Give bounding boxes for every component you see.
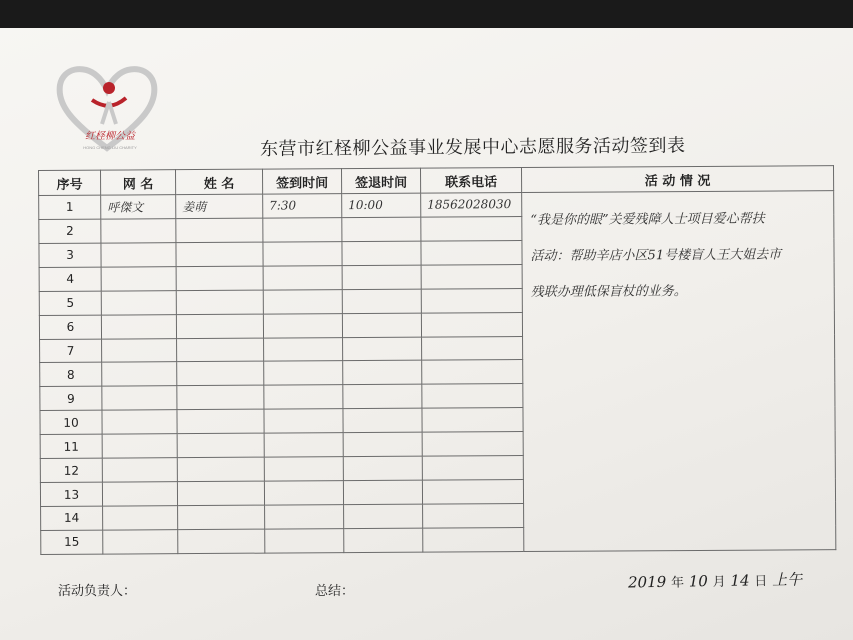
checkin-cell [264, 481, 343, 505]
checkout-cell [342, 289, 421, 313]
nickname-cell: 呼傑文 [101, 195, 176, 219]
leader-label: 活动负责人： [58, 584, 137, 599]
nickname-cell [103, 530, 178, 555]
header-phone: 联系电话 [420, 168, 521, 194]
nickname-cell [102, 458, 177, 482]
name-cell [178, 505, 265, 529]
header-checkout-time: 签退时间 [341, 168, 420, 193]
nickname-cell [102, 482, 177, 506]
header-activity: 活 动 情 况 [521, 166, 833, 193]
checkout-cell [342, 241, 421, 265]
table-row [39, 191, 834, 220]
name-cell [177, 409, 264, 433]
row-number: 14 [41, 506, 103, 530]
signin-table [38, 165, 836, 555]
checkin-cell [263, 289, 342, 313]
nickname-cell [101, 266, 176, 290]
row-number: 3 [39, 243, 101, 267]
name-cell [177, 338, 264, 362]
checkout-cell [343, 432, 422, 456]
row-number: 15 [41, 530, 103, 554]
checkout-cell [343, 408, 422, 432]
row-number: 4 [39, 267, 101, 291]
name-cell [176, 290, 263, 314]
date-year-char: 年 [670, 575, 685, 591]
row-number: 5 [39, 291, 101, 315]
date-day-char: 日 [754, 574, 768, 590]
checkin-cell [264, 409, 343, 433]
header-index: 序号 [39, 170, 101, 195]
checkout-cell [342, 217, 421, 241]
phone-cell [421, 240, 522, 265]
name-cell [177, 362, 264, 386]
name-cell [177, 433, 264, 457]
phone-cell [422, 456, 523, 481]
date-month: 10 [688, 572, 709, 591]
activity-line: 活动：帮助辛店小区51号楼盲人王大姐去市 [530, 247, 782, 264]
checkout-cell [344, 528, 423, 553]
name-cell [177, 385, 264, 409]
checkin-cell [263, 313, 342, 337]
row-number: 11 [40, 434, 102, 458]
name-cell [176, 242, 263, 266]
nickname-cell [102, 410, 177, 434]
checkin-cell: 7:30 [263, 194, 342, 218]
checkin-cell [265, 505, 344, 529]
phone-cell [422, 360, 523, 385]
checkout-cell [342, 313, 421, 337]
phone-cell [421, 288, 522, 313]
checkin-cell [263, 265, 342, 289]
page-title: 东营市红柽柳公益事业发展中心志愿服务活动签到表 [259, 135, 686, 160]
phone-cell: 18562028030 [421, 193, 522, 218]
row-number: 2 [39, 219, 101, 243]
photo-dark-edge [0, 0, 853, 28]
checkout-cell [343, 456, 422, 480]
name-cell: 姜萌 [176, 194, 263, 218]
checkout-cell: 10:00 [342, 193, 421, 217]
nickname-cell [101, 219, 176, 243]
nickname-cell [101, 314, 176, 338]
row-number: 7 [40, 339, 102, 363]
activity-description-cell [522, 191, 836, 552]
checkin-cell [264, 433, 343, 457]
name-cell [177, 481, 264, 505]
name-cell [177, 457, 264, 481]
checkout-cell [343, 480, 422, 504]
checkin-cell [265, 529, 344, 554]
date-period: 上午 [771, 570, 803, 590]
row-number: 6 [39, 315, 101, 339]
phone-cell [421, 216, 522, 241]
nickname-cell [102, 338, 177, 362]
checkin-cell [264, 385, 343, 409]
checkin-cell [263, 218, 342, 242]
nickname-cell [103, 506, 178, 530]
row-number: 13 [40, 482, 102, 506]
handwritten-date [628, 568, 802, 592]
checkout-cell [342, 265, 421, 289]
name-cell [178, 529, 265, 554]
phone-cell [422, 480, 523, 505]
header-nickname: 网 名 [101, 170, 176, 195]
name-cell [176, 266, 263, 290]
phone-cell [421, 264, 522, 289]
name-cell [176, 218, 263, 242]
nickname-cell [102, 434, 177, 458]
row-number: 8 [40, 363, 102, 387]
header-name: 姓 名 [176, 169, 263, 195]
nickname-cell [101, 290, 176, 314]
phone-cell [423, 504, 524, 529]
activity-description [530, 201, 816, 311]
checkin-cell [264, 337, 343, 361]
activity-line: “我是你的眼”关爱残障人士项目爱心帮扶 [530, 211, 765, 228]
nickname-cell [101, 243, 176, 267]
checkin-cell [264, 457, 343, 481]
header-checkin-time: 签到时间 [262, 169, 341, 194]
phone-cell [422, 408, 523, 433]
organization-logo [52, 60, 162, 155]
phone-cell [422, 384, 523, 409]
row-number: 9 [40, 386, 102, 410]
phone-cell [422, 432, 523, 457]
svg-text:红柽柳公益: 红柽柳公益 [85, 131, 135, 142]
date-year: 2019 [627, 572, 667, 592]
date-day: 14 [730, 571, 750, 590]
row-number: 1 [39, 195, 101, 219]
checkin-cell [264, 361, 343, 385]
date-month-char: 月 [712, 574, 726, 591]
svg-text:HONG CHENG LIU CHARITY: HONG CHENG LIU CHARITY [83, 145, 137, 150]
checkout-cell [343, 385, 422, 409]
phone-cell [421, 312, 522, 337]
row-number: 12 [40, 458, 102, 482]
activity-line: 残联办理低保盲杖的业务。 [530, 284, 687, 300]
checkin-cell [263, 241, 342, 265]
checkout-cell [343, 361, 422, 385]
summary-label: 总结： [315, 584, 355, 599]
nickname-cell [102, 386, 177, 410]
phone-cell [423, 527, 524, 552]
nickname-cell [102, 362, 177, 386]
signin-table-wrapper [38, 165, 835, 555]
row-number: 10 [40, 410, 102, 434]
name-cell [176, 314, 263, 338]
phone-cell [422, 336, 523, 361]
checkout-cell [344, 504, 423, 528]
checkout-cell [343, 337, 422, 361]
